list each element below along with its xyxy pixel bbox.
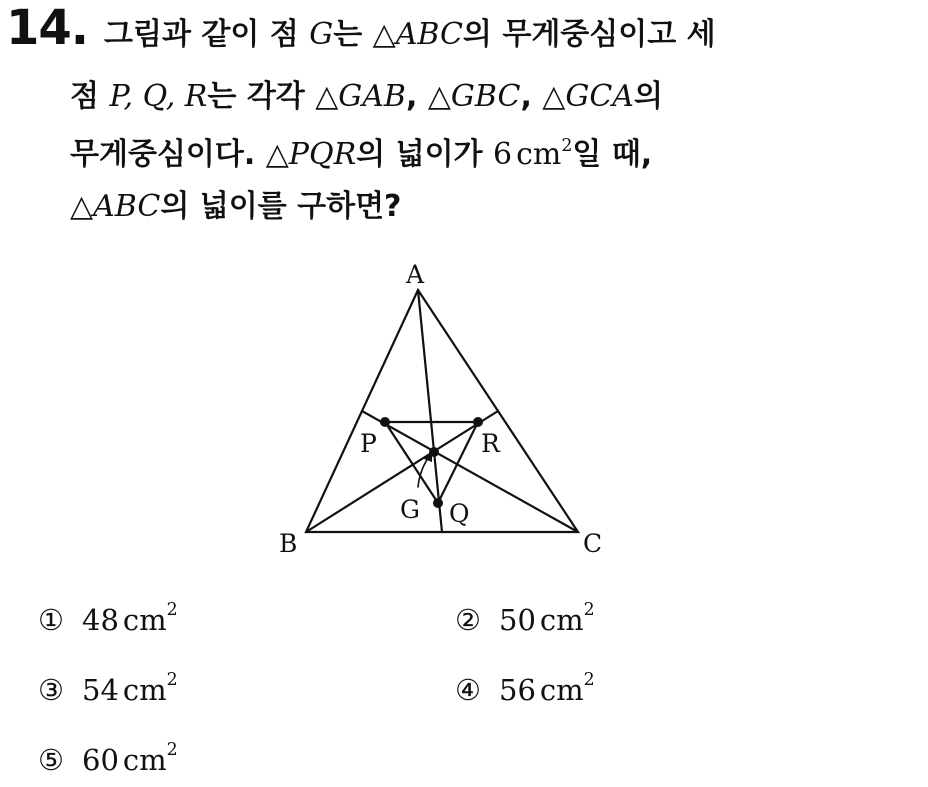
choice-marker: ④: [455, 673, 481, 707]
choice-3[interactable]: [38, 670, 178, 707]
triangle-gca: GCA: [565, 79, 634, 114]
label-q: Q: [449, 499, 470, 528]
choice-value: 50: [499, 603, 536, 637]
label-g: G: [400, 495, 420, 524]
choice-unit: $cm^2$: [539, 600, 595, 637]
choice-unit: $cm^2$: [122, 600, 178, 637]
question-number: 14.: [6, 0, 89, 56]
triangle-gbc: GBC: [450, 79, 521, 114]
question-line-3: [70, 135, 653, 172]
question-line-2: [70, 79, 663, 114]
label-a: A: [406, 260, 425, 289]
text: , △: [405, 79, 451, 114]
choice-unit: $cm^2$: [122, 740, 178, 777]
choice-marker: ⑤: [38, 743, 64, 777]
text: , △: [520, 79, 566, 114]
choice-marker: ③: [38, 673, 64, 707]
text: 무게중심이다. △: [70, 137, 289, 172]
text: 의 넓이가: [356, 137, 493, 172]
area-unit: cm: [516, 137, 562, 172]
label-b: B: [279, 529, 298, 558]
choice-2[interactable]: [455, 600, 595, 637]
text: △: [70, 189, 94, 224]
text: 는 △: [333, 17, 396, 52]
choice-unit: $cm^2$: [122, 670, 178, 707]
segment-rq: [438, 422, 478, 503]
triangle-gab: GAB: [338, 79, 406, 114]
choice-unit: $cm^2$: [539, 670, 595, 707]
choice-1[interactable]: [38, 600, 178, 637]
text: 의 무게중심이고 세: [462, 17, 716, 52]
text: 의: [633, 79, 663, 114]
triangle-pqr: PQR: [288, 137, 357, 172]
choice-value: 54: [82, 673, 119, 707]
choice-marker: ①: [38, 603, 64, 637]
text: 는 각각 △: [207, 79, 339, 114]
points-pqr: P, Q, R: [109, 79, 208, 114]
point-r-dot: [473, 417, 483, 427]
point-q-dot: [433, 498, 443, 508]
triangle-abc: ABC: [93, 189, 161, 224]
text: 점: [70, 79, 110, 114]
triangle-figure: [270, 252, 630, 562]
choice-5[interactable]: [38, 740, 178, 777]
choice-value: 48: [82, 603, 119, 637]
triangle-abc: ABC: [395, 17, 463, 52]
choice-value: 60: [82, 743, 119, 777]
label-p: P: [360, 429, 377, 458]
choice-4[interactable]: [455, 670, 595, 707]
point-g: G: [309, 17, 334, 52]
question-line-1: [104, 17, 716, 52]
choice-marker: ②: [455, 603, 481, 637]
area-exponent: 2: [561, 135, 573, 156]
point-g-dot: [429, 447, 439, 457]
question-line-4: [70, 189, 402, 224]
text: 의 넓이를 구하면?: [160, 189, 402, 224]
label-c: C: [583, 529, 603, 558]
label-r: R: [481, 429, 500, 458]
choice-value: 56: [499, 673, 536, 707]
area-value: 6: [492, 137, 513, 172]
text: 그림과 같이 점: [104, 17, 310, 52]
point-p-dot: [380, 417, 390, 427]
segment-pq: [385, 422, 438, 503]
median-from-a: [418, 290, 442, 532]
text: 일 때,: [572, 137, 653, 172]
